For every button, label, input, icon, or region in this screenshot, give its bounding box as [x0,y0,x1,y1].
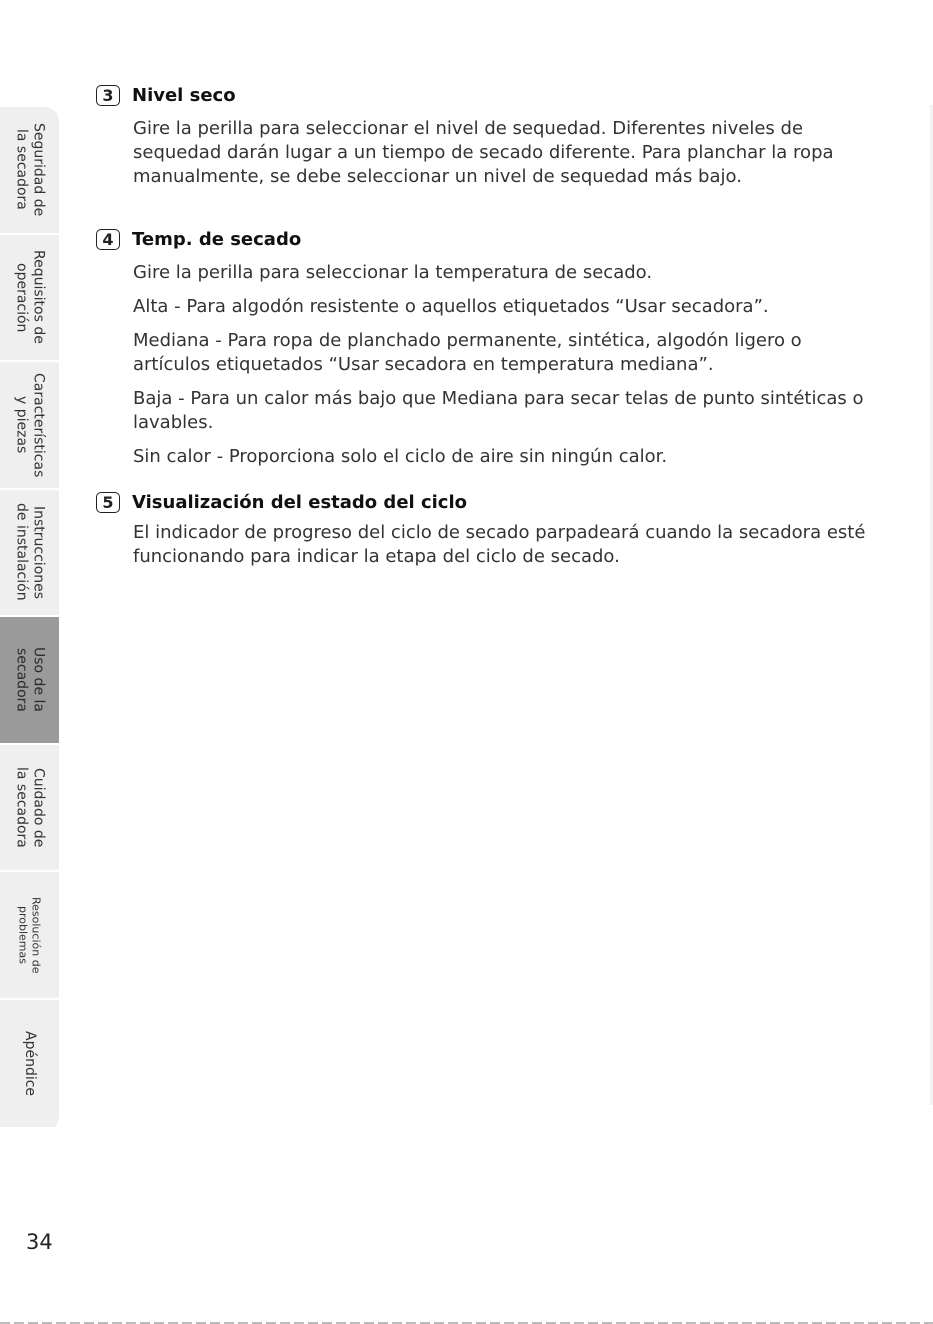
tab-resolucion[interactable] [0,872,59,1000]
section-title: Nivel seco [132,84,236,106]
paragraph: Sin calor - Proporciona solo el ciclo de aire sin ningún calor. [133,446,668,467]
section-number-badge: 4 [96,229,120,250]
tab-caracteristicas[interactable] [0,362,59,490]
tab-label: Apéndice [22,1030,38,1096]
paragraph: Gire la perilla para seleccionar el nivel de sequedad. Diferentes niveles de sequedad darán lugar a un tiempo de secado diferente. Para planchar la ropa manualmente, se debe seleccionar un nivel de sequedad más bajo. [133,118,834,187]
tab-requisitos[interactable] [0,235,59,363]
section-number-badge: 5 [96,492,120,513]
tab-label: Características y piezas [13,372,47,477]
tab-instrucciones[interactable] [0,490,59,618]
tab-seguridad[interactable] [0,107,59,235]
tab-label: Resolución de problemas [16,896,43,973]
section-nivel-seco [96,83,866,199]
page-number: 34 [26,1230,53,1254]
tab-label: Seguridad de la secadora [13,123,47,217]
section-heading [96,490,866,514]
tab-apendice[interactable] [0,1000,59,1128]
paragraph: El indicador de progreso del ciclo de secado parpadeará cuando la secadora esté funcionando para indicar la etapa del ciclo de secado. [133,522,866,567]
paragraph: Mediana - Para ropa de planchado permanente, sintética, algodón ligero o artículos etiquetados “Usar secadora en temperatura mediana”. [133,330,802,375]
tab-label: Instrucciones de instalación [13,503,47,602]
paragraph: Baja - Para un calor más bajo que Mediana para secar telas de punto sintéticas o lavables. [133,388,864,433]
section-temp-secado [96,227,866,479]
tab-label: Requisitos de operación [13,250,47,345]
tab-cuidado[interactable] [0,745,59,873]
tab-uso-activo[interactable] [0,617,59,745]
tab-label: Uso de la secadora [13,647,47,713]
paragraph: Alta - Para algodón resistente o aquellos etiquetados “Usar secadora”. [133,296,769,317]
section-heading [96,83,866,107]
tab-label: Cuidado de la secadora [13,766,47,848]
section-title: Temp. de secado [132,228,302,250]
section-title: Visualización del estado del ciclo [132,491,468,513]
section-number-badge: 3 [96,85,120,106]
side-tab-nav [0,107,59,1131]
paragraph: Gire la perilla para seleccionar la temperatura de secado. [133,262,653,283]
section-heading [96,227,866,251]
section-estado-ciclo [96,490,866,579]
